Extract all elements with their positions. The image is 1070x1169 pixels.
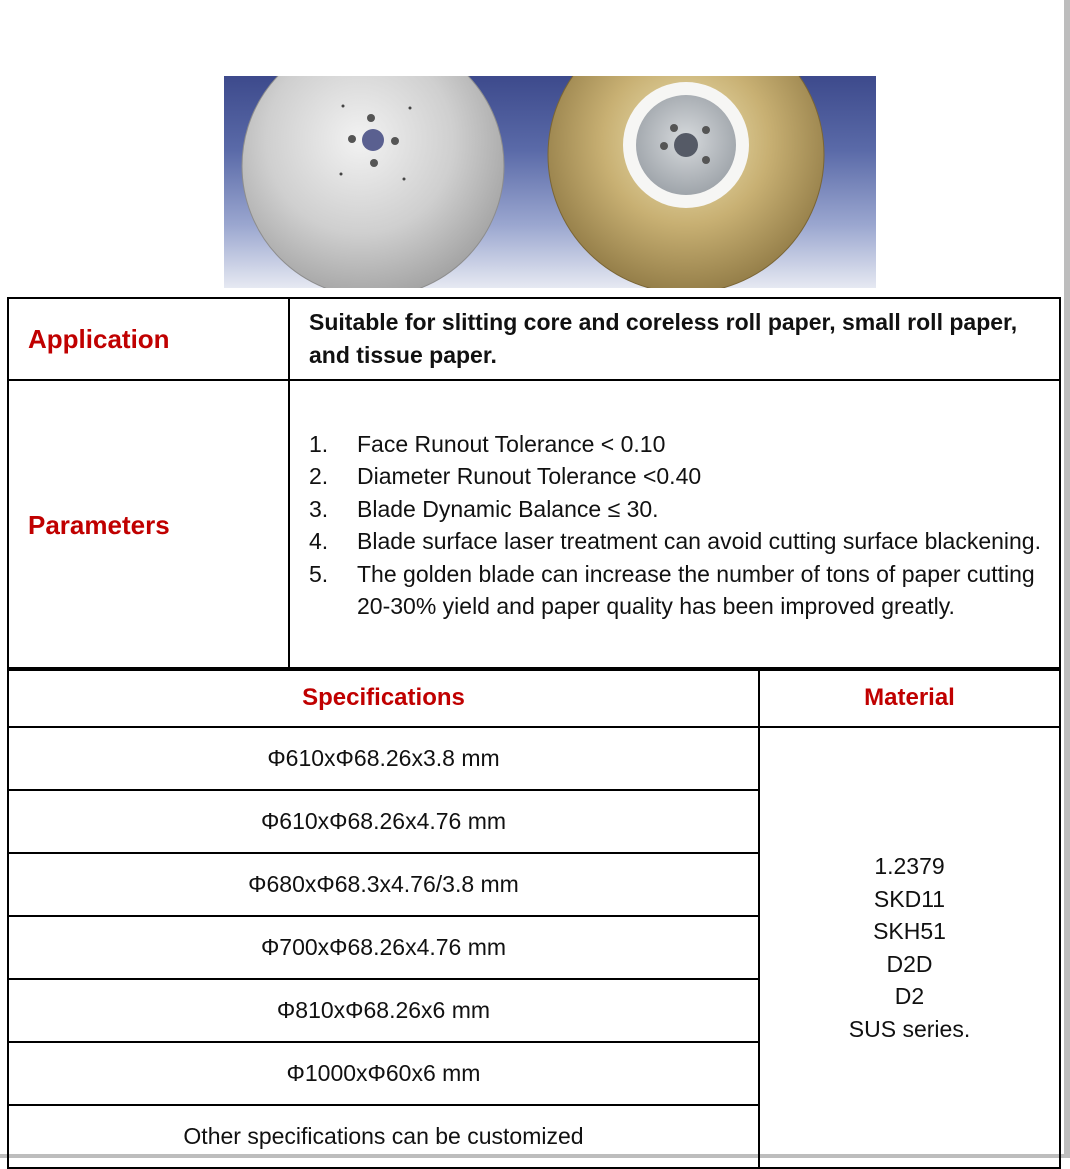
- material-item: D2D: [886, 950, 933, 977]
- page-edge-right: [1064, 0, 1070, 1158]
- spec-table: [7, 667, 1061, 1169]
- spec-cell: Φ680xΦ68.3x4.76/3.8 mm: [8, 853, 759, 916]
- silver-blade-graphic: [242, 76, 504, 288]
- parameters-label: Parameters: [8, 380, 289, 670]
- gold-blade-graphic: [548, 76, 824, 288]
- product-photo: [224, 76, 876, 288]
- material-item: D2: [894, 983, 925, 1009]
- spec-header-row: [8, 668, 1060, 727]
- list-item: 2. Diameter Runout Tolerance <0.40: [309, 463, 702, 489]
- spec-cell: Φ610xΦ68.26x3.8 mm: [8, 727, 759, 790]
- material-item: SKH51: [873, 918, 946, 944]
- list-item: 1. Face Runout Tolerance < 0.10: [309, 430, 666, 457]
- material-header: Material: [759, 668, 1060, 727]
- list-item: 5. The golden blade can increase the number of tons of paper cutting 20-30% yield and paper quality has been improved greatly.: [309, 560, 1035, 619]
- application-label: Application: [8, 298, 289, 380]
- specifications-header: Specifications: [8, 668, 759, 727]
- material-item: SUS series.: [848, 1015, 971, 1042]
- table-row: [8, 727, 1060, 790]
- info-table: [7, 297, 1061, 671]
- material-item: 1.2379: [874, 853, 945, 879]
- spec-cell: Φ810xΦ68.26x6 mm: [8, 979, 759, 1042]
- application-text: Suitable for slitting core and coreless roll paper, small roll paper, and tissue paper.: [289, 298, 1060, 380]
- spec-cell: Φ610xΦ68.26x4.76 mm: [8, 790, 759, 853]
- parameters-row: [8, 380, 1060, 670]
- list-item: 4. Blade surface laser treatment can avoid cutting surface blackening.: [309, 528, 1041, 554]
- application-row: [8, 298, 1060, 380]
- parameters-list: [309, 428, 1041, 623]
- parameters-list-cell: [289, 380, 1060, 670]
- list-item: 3. Blade Dynamic Balance ≤ 30.: [309, 495, 659, 522]
- spec-cell: Other specifications can be customized: [8, 1105, 759, 1168]
- material-item: SKD11: [873, 885, 946, 912]
- spec-cell: Φ1000xΦ60x6 mm: [8, 1042, 759, 1105]
- material-cell: [759, 727, 1060, 1168]
- spec-cell: Φ700xΦ68.26x4.76 mm: [8, 916, 759, 979]
